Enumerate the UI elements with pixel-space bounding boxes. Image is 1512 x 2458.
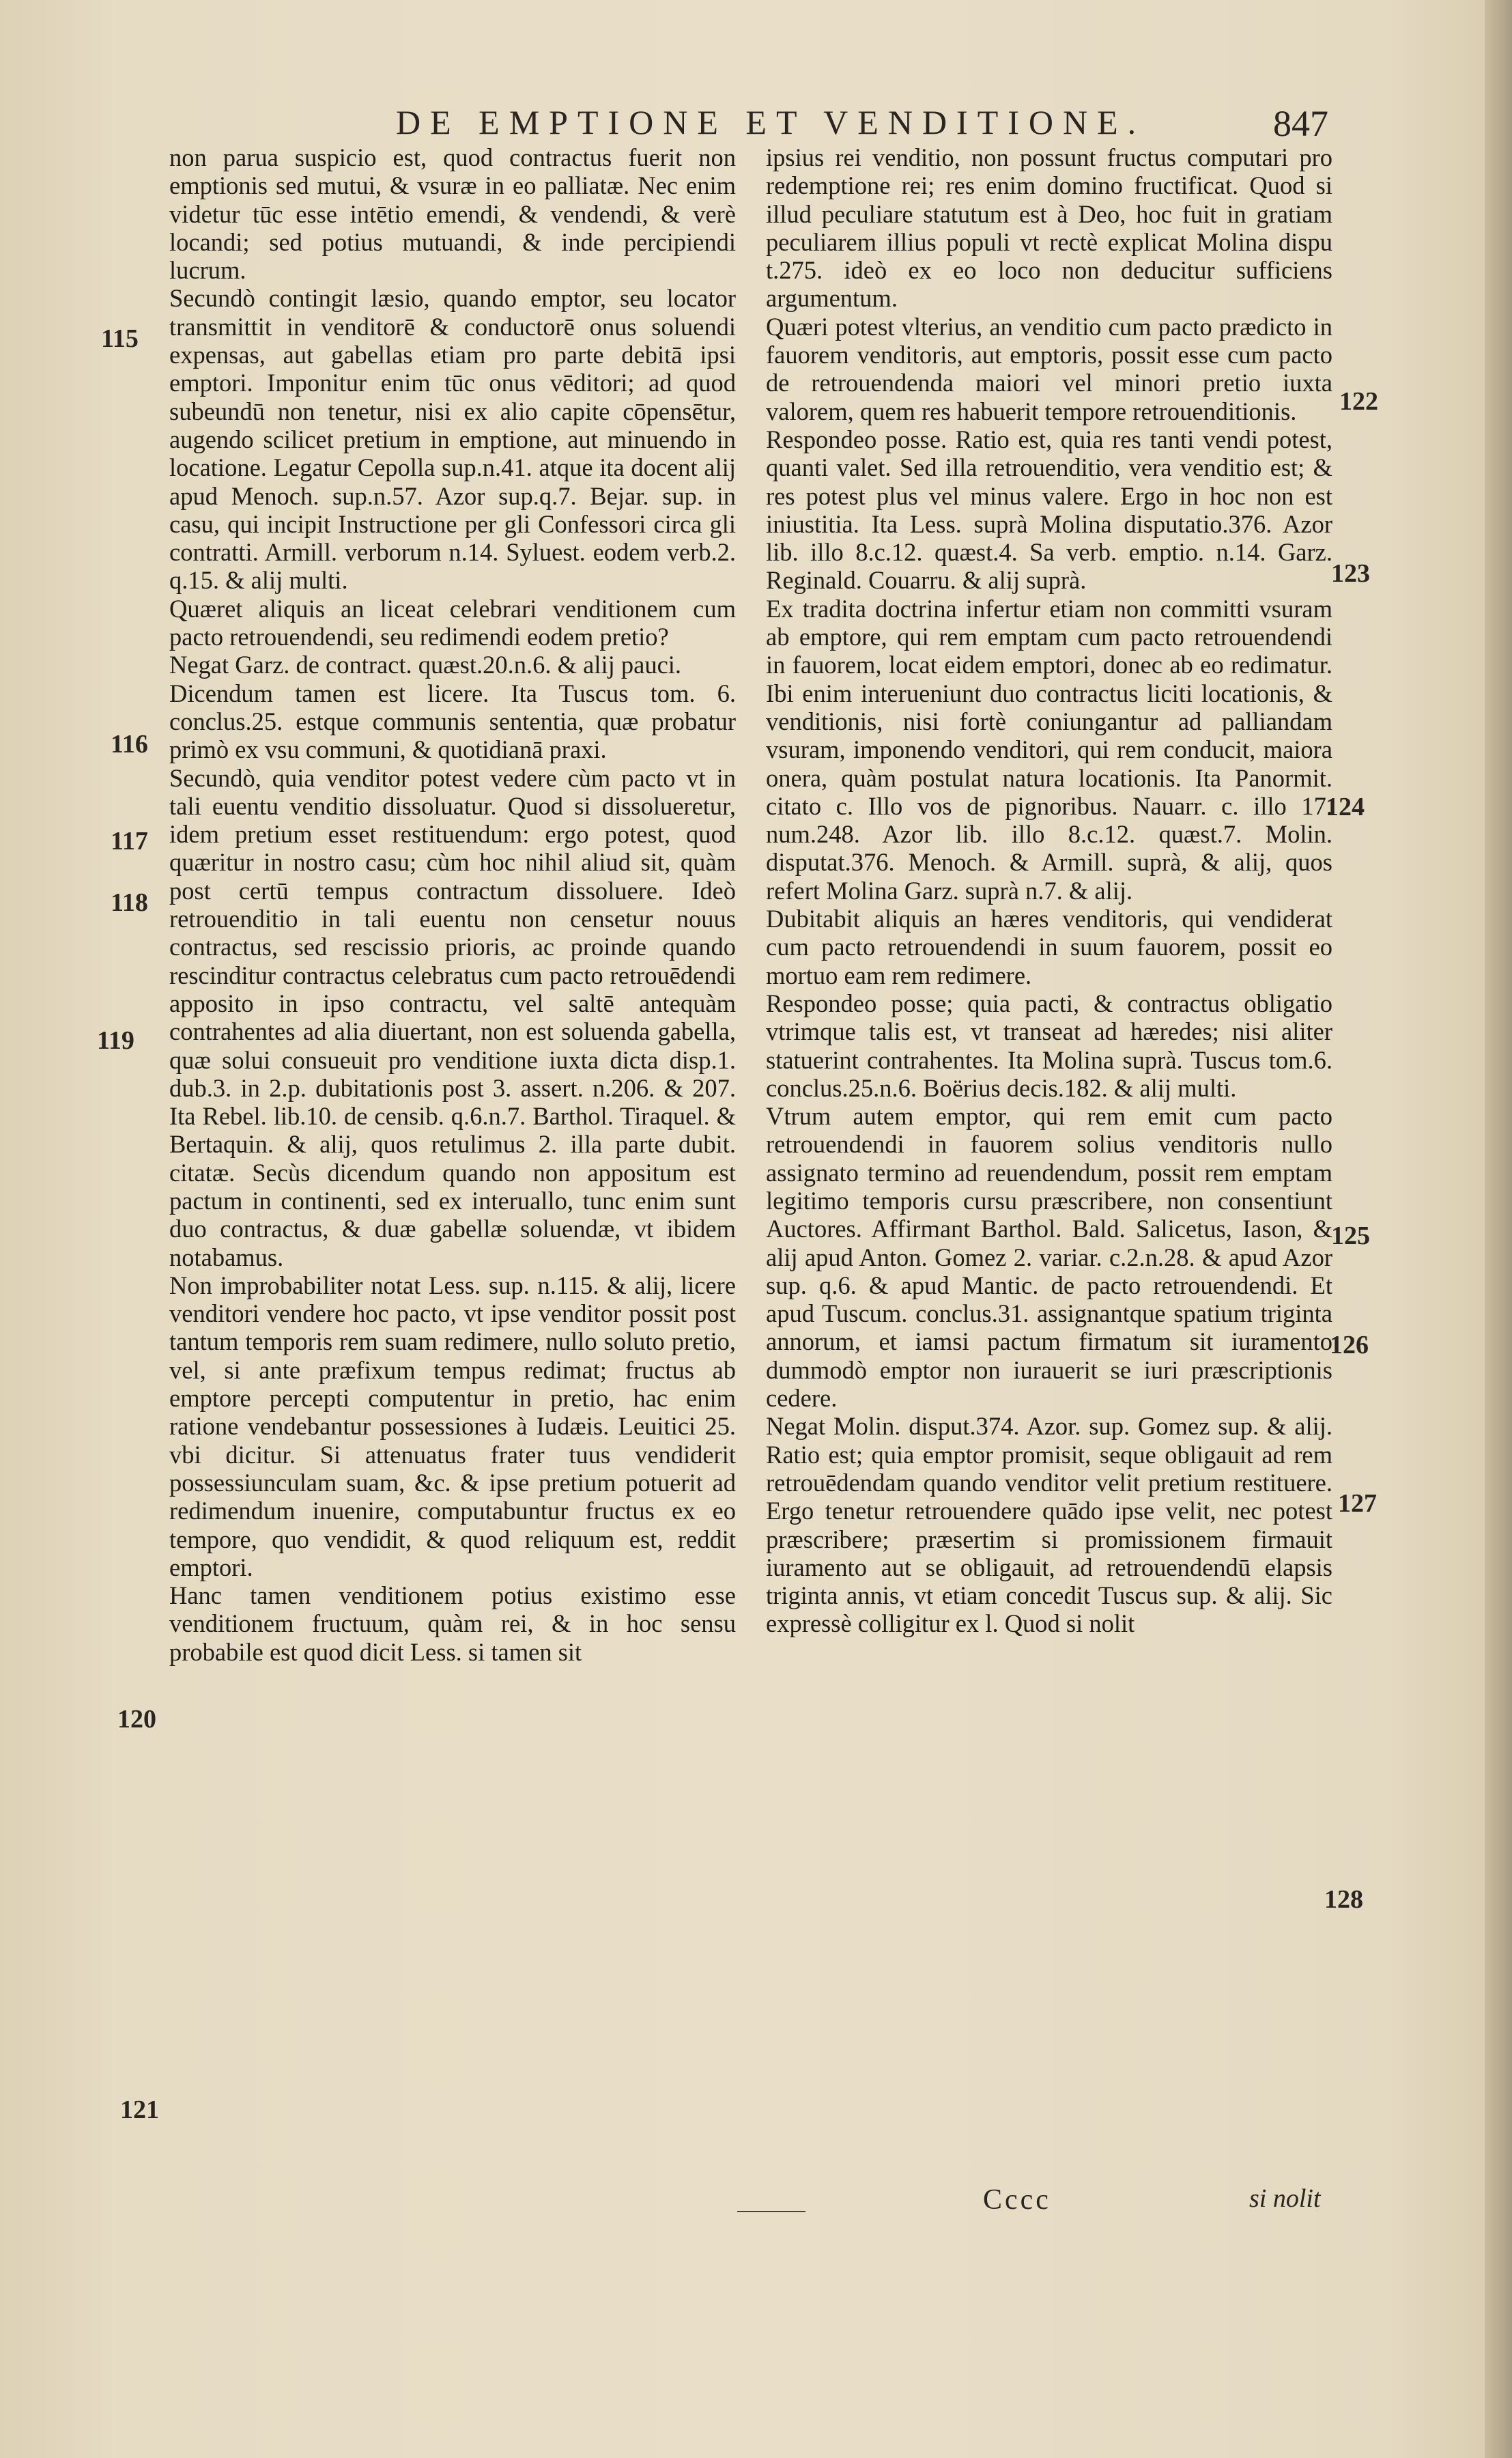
signature-mark: Cccc [983,2184,1051,2216]
footer-rule [737,2211,805,2212]
paragraph: Dubitabit aliquis an hæres venditoris, qui vendiderat cum pacto retrouendendi in suum fauorem, possit eo mortuo eam rem redimere. [766,905,1332,989]
margin-number: 122 [1339,387,1378,416]
margin-number: 126 [1330,1331,1369,1359]
margin-number: 128 [1324,1885,1363,1914]
paragraph: Secundò, quia venditor potest vedere cùm pacto vt in tali euentu venditio dissoluatur. Quod si dissolueretur, idem pretium esset restituendum: ergo potest, quod quæritur in nostro casu; cùm hoc nihil aliud sit, quàm post certū tempus contractum dissoluere. Ideò retrouenditio in tali euentu non censetur nouus contractus, sed rescissio prioris, ac proinde quando rescinditur contractus celebratus cum pacto retrouēdendi apposito in ipso contractu, vel saltē antequàm contrahentes ad alia diuertant, non est soluenda gabella, quæ solui consueuit pro venditione iuxta dicta disp.1. dub.3. in 2.p. dubitationis post 3. assert. n.206. & 207. Ita Rebel. lib.10. de censib. q.6.n.7. Barthol. Tiraquel. & Bertaquin. & alij, quos retulimus 2. illa parte dubit. citatæ. Secùs dicendum quando non appositum est pactum in continenti, sed ex interuallo, tunc enim sunt duo contractus, & duæ gabellæ soluendæ, vt ibidem notabamus. [169,763,736,1271]
margin-number: 124 [1326,793,1365,821]
paragraph: Quæret aliquis an liceat celebrari venditionem cum pacto retrouendendi, seu redimendi eodem pretio? [169,594,736,651]
paragraph: Quæri potest vlterius, an venditio cum pacto prædicto in fauorem venditoris, aut emptoris, possit esse cum pacto de retrouendenda maiori vel minori pretio iuxta valorem, quem res habuerit tempore retrouenditionis. [766,312,1332,425]
margin-number: 121 [120,2095,159,2124]
catchword: si nolit [1249,2184,1321,2213]
paragraph: Secundò contingit læsio, quando emptor, seu locator transmittit in venditorē & conductorē onus soluendi expensas, aut gabellas etiam pro parte debitā ipsi emptori. Imponitur enim tūc onus vēditori; ad quod subeundū non tenetur, nisi ex alio capite cōpensētur, augendo scilicet pretium in emptione, aut minuendo in locatione. Legatur Cepolla sup.n.41. atque ita docent alij apud Menoch. sup.n.57. Azor sup.q.7. Bejar. sup. in casu, qui incipit Instructione per gli Confessori circa gli contratti. Armill. verborum n.14. Syluest. eodem verb.2. q.15. & alij multi. [169,284,736,595]
margin-number: 115 [101,324,139,353]
paragraph: Respondeo posse; quia pacti, & contractus obligatio vtrimque talis est, vt transeat ad hæredes; nisi aliter statuerint contrahentes. Ita Molina suprà. Tuscus tom.6. conclus.25.n.6. Boërius decis.182. & alij multi. [766,989,1332,1102]
margin-number: 127 [1338,1489,1377,1518]
margin-number: 120 [117,1705,156,1734]
page-footer [0,2184,1512,2224]
paragraph: Respondeo posse. Ratio est, quia res tanti vendi potest, quanti valet. Sed illa retrouenditio, vera venditio est; & res potest plus vel minus valere. Ergo in hoc non est iniustitia. Ita Less. suprà Molina disputatio.376. Azor lib. illo 8.c.12. quæst.4. Sa verb. emptio. n.14. Garz. Reginald. Couarru. & alij suprà. [766,425,1332,595]
margin-number: 123 [1331,559,1370,588]
paragraph: Vtrum autem emptor, qui rem emit cum pacto retrouendendi in fauorem solius venditoris nullo assignato termino ad reuendendum, possit rem emptam legitimo temporis cursu præscribere, non consentiunt Auctores. Affirmant Barthol. Bald. Salicetus, Iason, & alij apud Anton. Gomez 2. variar. c.2.n.28. & apud Azor sup. q.6. & apud Mantic. de pacto retrouendendi. Et apud Tuscum. conclus.31. assignantque spatium triginta annorum, et iamsi pactum firmatum sit iuramento dummodò emptor non iurauerit se iuri præscriptionis cedere. [766,1102,1332,1413]
paragraph: Non improbabiliter notat Less. sup. n.115. & alij, licere venditori vendere hoc pacto, vt ipse venditor possit post tantum temporis rem suam redimere, nullo soluto pretio, vel, si ante præfixum tempus redimat; fructus ab emptore percepti computentur in pretio, hac enim ratione vendebantur possessiones à Iudæis. Leuitici 25. vbi dicitur. Si attenuatus frater tuus vendiderit possessiunculam suam, &c. & ipse pretium potuerit ad redimendum inuenire, computabuntur fructus ex eo tempore, quo vendidit, & quod reliquum est, reddit emptori. [169,1271,736,1581]
paragraph: ipsius rei venditio, non possunt fructus computari pro redemptione rei; res enim domino fructificat. Quod si illud peculiare statutum est à Deo, hoc fuit in gratiam peculiarem illius populi vt rectè explicat Molina dispu t.275. ideò ex eo loco non deducitur sufficiens argumentum. [766,143,1332,313]
margin-number: 117 [111,827,148,856]
margin-number: 119 [97,1026,134,1055]
paragraph: Negat Molin. disput.374. Azor. sup. Gomez sup. & alij. Ratio est; quia emptor promisit, seque obligauit ad rem retrouēdendam quando venditor velit pretium restituere. Ergo tenetur retrouendere quādo ipse velit, nec potest præscribere; præsertim si promissionem firmauit iuramento aut se obligauit, ad retrouendendū elapsis triginta annis, vt etiam concedit Tuscus sup. & alij. Sic expressè colligitur ex l. Quod si nolit [766,1412,1332,1638]
paragraph: Dicendum tamen est licere. Ita Tuscus tom. 6. conclus.25. estque communis sententia, quæ probatur primò ex vsu communi, & quotidianā praxi. [169,679,736,764]
margin-number: 125 [1331,1221,1370,1250]
right-column [766,143,1332,2226]
paragraph: Hanc tamen venditionem potius existimo esse venditionem fructuum, quàm rei, & in hoc sensu probabile est quod dicit Less. si tamen sit [169,1581,736,1666]
paragraph: Ex tradita doctrina infertur etiam non committi vsuram ab emptore, qui rem emptam cum pacto retrouendendi in fauorem, locat eidem emptori, donec ab eo redimatur. Ibi enim interueniunt duo contractus liciti locationis, & venditionis, nisi fortè coniungantur ad palliandam vsuram, imponendo venditori, qui rem conducit, maiora onera, quàm postulat natura locationis. Ita Panormit. citato c. Illo vos de pignoribus. Nauarr. c. illo 17. num.248. Azor lib. illo 8.c.12. quæst.7. Molin. disputat.376. Menoch. & Armill. suprà, & alij, quos refert Molina Garz. suprà n.7. & alij. [766,594,1332,905]
margin-number: 116 [111,730,148,759]
page-edge [1485,0,1512,2458]
paragraph: Negat Garz. de contract. quæst.20.n.6. & alij pauci. [169,651,682,679]
margin-number: 118 [111,888,148,917]
left-column [169,143,736,2226]
page-number: 847 [1273,103,1328,144]
running-head: DE EMPTIONE ET VENDITIONE. [396,103,1146,141]
paragraph: non parua suspicio est, quod contractus fuerit non emptionis sed mutui, & vsuræ in eo palliatæ. Nec enim videtur tūc esse intētio emendi, & vendendi, & verè locandi; sed potius mutuandi, & inde percipiendi lucrum. [169,143,736,285]
